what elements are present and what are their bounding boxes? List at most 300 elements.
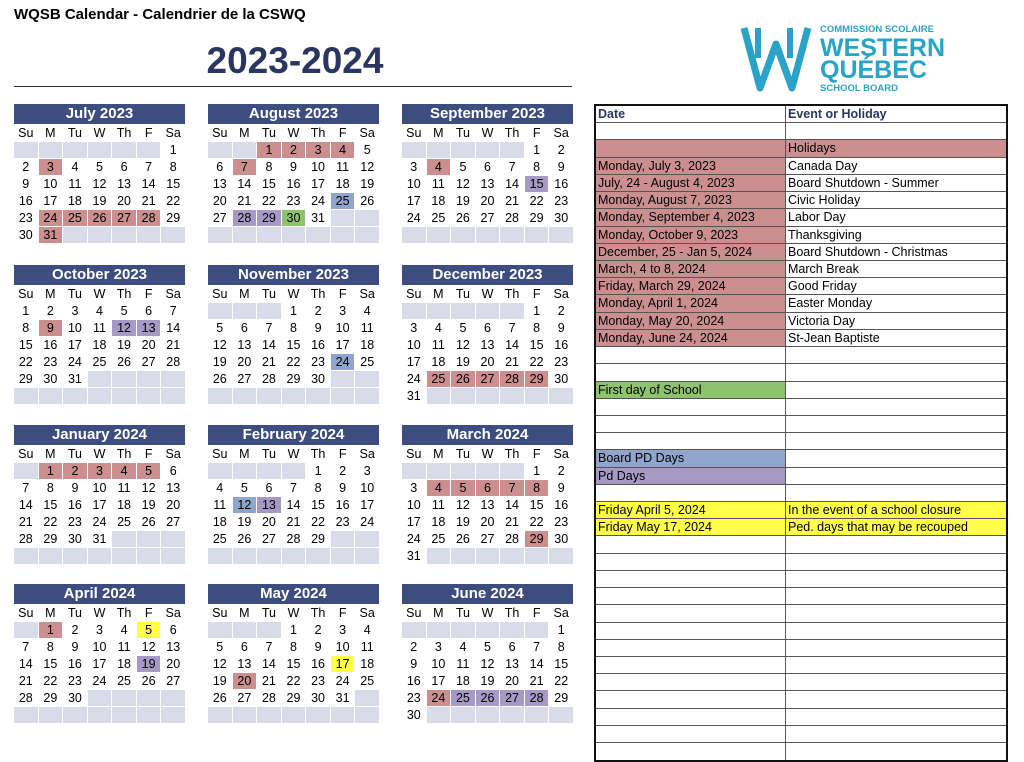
calendar-day: 15 (549, 656, 573, 672)
calendar-day: 23 (282, 193, 306, 209)
calendar-day: 26 (355, 193, 379, 209)
calendar-empty-cell (331, 707, 355, 723)
weekday-header: Su (14, 125, 38, 141)
weekday-header: Sa (355, 446, 379, 462)
event-name: St-Jean Baptiste (788, 330, 880, 345)
event-date (596, 364, 786, 380)
event-row (596, 433, 1006, 450)
calendar-empty-cell (14, 388, 38, 404)
event-name (786, 640, 1006, 656)
calendar-empty-cell (63, 548, 87, 564)
calendar-day: 27 (476, 371, 500, 387)
calendar-day: 16 (331, 497, 355, 513)
weekday-header: Sa (161, 446, 185, 462)
calendar-day: 8 (39, 480, 63, 496)
event-row (596, 364, 1006, 381)
month-title: November 2023 (208, 265, 379, 285)
weekday-header: M (233, 605, 257, 621)
calendar-empty-cell (549, 707, 573, 723)
calendar-day: 17 (331, 337, 355, 353)
weekday-header: Th (500, 125, 524, 141)
month-calendar (14, 104, 185, 243)
weekday-header: Sa (161, 605, 185, 621)
calendar-day: 23 (14, 210, 38, 226)
event-name (786, 674, 1006, 690)
calendar-empty-cell (476, 463, 500, 479)
calendar-day: 25 (112, 673, 136, 689)
calendar-day: 1 (39, 463, 63, 479)
calendar-empty-cell (331, 371, 355, 387)
calendar-empty-cell (14, 707, 38, 723)
weekday-header: W (476, 446, 500, 462)
month-calendar (14, 425, 185, 564)
calendar-empty-cell (257, 622, 281, 638)
month-calendar (402, 584, 573, 723)
calendar-empty-cell (137, 142, 161, 158)
weekday-header: F (331, 125, 355, 141)
calendar-day: 26 (208, 371, 232, 387)
calendar-empty-cell (282, 548, 306, 564)
calendar-empty-cell (208, 303, 232, 319)
weekday-header: Sa (549, 605, 573, 621)
weekday-header: M (39, 286, 63, 302)
event-row (596, 640, 1006, 657)
weekday-header: W (476, 125, 500, 141)
event-name: Canada Day (788, 158, 858, 173)
weekday-header: Su (208, 286, 232, 302)
calendar-day: 17 (402, 193, 426, 209)
calendar-day: 13 (137, 320, 161, 336)
calendar-empty-cell (427, 142, 451, 158)
calendar-empty-cell (233, 142, 257, 158)
calendar-day: 17 (88, 656, 112, 672)
calendar-empty-cell (14, 463, 38, 479)
weekday-header: M (233, 125, 257, 141)
date-column-header: Date (596, 106, 786, 122)
event-date (596, 640, 786, 656)
calendar-day: 11 (355, 639, 379, 655)
calendar-empty-cell (500, 707, 524, 723)
calendar-empty-cell (88, 707, 112, 723)
calendar-empty-cell (282, 227, 306, 243)
month-title: February 2024 (208, 425, 379, 445)
event-row (596, 295, 1006, 312)
calendar-day: 2 (402, 639, 426, 655)
calendar-day: 30 (402, 707, 426, 723)
calendar-empty-cell (137, 388, 161, 404)
event-date: Monday, July 3, 2023 (596, 158, 786, 174)
calendar-day: 29 (161, 210, 185, 226)
calendar-empty-cell (14, 622, 38, 638)
event-date (596, 674, 786, 690)
calendar-day: 6 (161, 463, 185, 479)
calendar-day: 5 (208, 320, 232, 336)
calendar-day: 25 (88, 354, 112, 370)
weekday-header: F (331, 286, 355, 302)
calendar-day: 18 (331, 176, 355, 192)
calendar-day: 25 (331, 193, 355, 209)
calendar-day: 11 (331, 159, 355, 175)
calendar-day: 26 (451, 210, 475, 226)
calendar-empty-cell (549, 388, 573, 404)
calendar-day: 10 (306, 159, 330, 175)
event-date (596, 709, 786, 725)
calendar-empty-cell (451, 707, 475, 723)
month-day-grid (14, 605, 185, 723)
calendar-day: 13 (233, 656, 257, 672)
calendar-empty-cell (355, 707, 379, 723)
event-name (786, 588, 1006, 604)
calendar-day: 16 (14, 193, 38, 209)
calendar-day: 28 (233, 210, 257, 226)
weekday-header: W (282, 125, 306, 141)
calendar-day: 22 (549, 673, 573, 689)
weekday-header: F (525, 286, 549, 302)
weekday-header: Th (500, 605, 524, 621)
weekday-header: W (476, 605, 500, 621)
calendar-day: 7 (161, 303, 185, 319)
calendar-empty-cell (257, 227, 281, 243)
month-title: March 2024 (402, 425, 573, 445)
event-row (596, 519, 1006, 536)
calendar-day: 20 (208, 193, 232, 209)
calendar-day: 18 (355, 337, 379, 353)
event-name: March Break (788, 261, 859, 276)
calendar-day: 28 (500, 371, 524, 387)
calendar-day: 9 (306, 639, 330, 655)
calendar-day: 1 (14, 303, 38, 319)
event-name (786, 743, 1006, 760)
calendar-day: 29 (39, 690, 63, 706)
calendar-day: 15 (282, 656, 306, 672)
month-title: June 2024 (402, 584, 573, 604)
calendar-day: 1 (282, 303, 306, 319)
calendar-day: 17 (402, 514, 426, 530)
calendar-day: 14 (257, 656, 281, 672)
weekday-header: Tu (63, 446, 87, 462)
calendar-empty-cell (451, 388, 475, 404)
event-row (596, 399, 1006, 416)
event-name: Civic Holiday (788, 193, 861, 208)
calendar-day: 18 (112, 497, 136, 513)
event-row (596, 244, 1006, 261)
calendar-day: 28 (14, 531, 38, 547)
weekday-header: Sa (161, 286, 185, 302)
calendar-empty-cell (257, 303, 281, 319)
calendar-day: 8 (306, 480, 330, 496)
calendar-day: 23 (39, 354, 63, 370)
calendar-day: 8 (525, 320, 549, 336)
events-header-row (596, 106, 1006, 123)
calendar-day: 10 (63, 320, 87, 336)
calendar-empty-cell (306, 388, 330, 404)
calendar-day: 18 (427, 193, 451, 209)
calendar-day: 24 (402, 531, 426, 547)
event-date (596, 554, 786, 570)
calendar-empty-cell (451, 548, 475, 564)
calendar-day: 5 (88, 159, 112, 175)
calendar-day: 20 (476, 193, 500, 209)
calendar-empty-cell (500, 227, 524, 243)
event-name (786, 450, 1006, 466)
month-title: December 2023 (402, 265, 573, 285)
calendar-day: 3 (331, 622, 355, 638)
calendar-day: 3 (427, 639, 451, 655)
calendar-day: 14 (500, 497, 524, 513)
calendar-day: 28 (257, 690, 281, 706)
weekday-header: M (39, 605, 63, 621)
calendar-day: 5 (137, 463, 161, 479)
weekday-header: Tu (451, 125, 475, 141)
calendar-day: 11 (355, 320, 379, 336)
event-date: Friday May 17, 2024 (596, 519, 786, 535)
calendar-empty-cell (208, 707, 232, 723)
month-day-grid (208, 125, 379, 243)
calendar-day: 25 (427, 210, 451, 226)
calendar-day: 27 (233, 690, 257, 706)
event-name: Good Friday (788, 279, 857, 294)
calendar-day: 6 (476, 480, 500, 496)
calendar-empty-cell (476, 548, 500, 564)
month-calendar (208, 584, 379, 723)
calendar-day: 23 (549, 514, 573, 530)
event-name (786, 605, 1006, 621)
calendar-day: 20 (112, 193, 136, 209)
event-name (786, 726, 1006, 742)
calendar-empty-cell (161, 531, 185, 547)
weekday-header: F (331, 446, 355, 462)
weekday-header: Tu (451, 286, 475, 302)
calendar-day: 28 (257, 371, 281, 387)
calendar-day: 21 (257, 354, 281, 370)
weekday-header: Tu (451, 605, 475, 621)
calendar-day: 19 (112, 337, 136, 353)
weekday-header: Tu (63, 286, 87, 302)
calendar-empty-cell (112, 548, 136, 564)
calendar-day: 12 (451, 497, 475, 513)
calendar-day: 3 (402, 480, 426, 496)
calendar-day: 16 (63, 656, 87, 672)
calendar-day: 30 (549, 210, 573, 226)
weekday-header: W (88, 605, 112, 621)
logo-line-4: SCHOOL BOARD (820, 83, 898, 94)
calendar-day: 13 (161, 639, 185, 655)
calendar-day: 11 (427, 337, 451, 353)
calendar-day: 21 (14, 673, 38, 689)
weekday-header: M (39, 446, 63, 462)
event-row (596, 192, 1006, 209)
weekday-header: Sa (355, 605, 379, 621)
event-name: Ped. days that may be recouped (786, 519, 1006, 535)
calendar-day: 20 (476, 354, 500, 370)
calendar-day: 19 (137, 656, 161, 672)
calendar-empty-cell (63, 388, 87, 404)
calendar-day: 21 (525, 673, 549, 689)
event-row (596, 278, 1006, 295)
event-date (596, 347, 786, 363)
event-row (596, 468, 1006, 485)
weekday-header: W (88, 286, 112, 302)
calendar-day: 27 (137, 354, 161, 370)
calendar-day: 4 (331, 142, 355, 158)
calendar-day: 20 (257, 514, 281, 530)
calendar-day: 24 (88, 673, 112, 689)
calendar-day: 11 (451, 656, 475, 672)
weekday-header: F (331, 605, 355, 621)
calendar-empty-cell (427, 227, 451, 243)
calendar-day: 9 (39, 320, 63, 336)
calendar-day: 16 (63, 497, 87, 513)
weekday-header: W (282, 446, 306, 462)
calendar-empty-cell (427, 622, 451, 638)
event-row (596, 123, 1006, 140)
calendar-empty-cell (233, 227, 257, 243)
calendar-day: 14 (500, 337, 524, 353)
event-row (596, 140, 1006, 157)
calendar-day: 26 (88, 210, 112, 226)
calendar-empty-cell (525, 622, 549, 638)
calendar-day: 12 (476, 656, 500, 672)
calendar-day: 1 (525, 463, 549, 479)
calendar-day: 27 (233, 371, 257, 387)
calendar-day: 5 (451, 320, 475, 336)
event-date (596, 140, 786, 156)
calendar-empty-cell (331, 531, 355, 547)
events-table (594, 104, 1008, 762)
calendar-day: 25 (427, 531, 451, 547)
month-day-grid (14, 446, 185, 564)
calendar-day: 18 (427, 514, 451, 530)
calendar-empty-cell (161, 227, 185, 243)
calendar-empty-cell (451, 463, 475, 479)
event-name (786, 623, 1006, 639)
calendar-day: 7 (500, 159, 524, 175)
calendar-day: 19 (208, 673, 232, 689)
month-day-grid (208, 446, 379, 564)
month-day-grid (208, 605, 379, 723)
event-row (596, 657, 1006, 674)
calendar-day: 6 (161, 622, 185, 638)
calendar-day: 30 (549, 371, 573, 387)
event-name (786, 571, 1006, 587)
weekday-header: Su (14, 286, 38, 302)
event-date: Monday, September 4, 2023 (596, 209, 786, 225)
calendar-empty-cell (306, 227, 330, 243)
calendar-day: 23 (306, 354, 330, 370)
event-date (596, 726, 786, 742)
weekday-header: Su (208, 605, 232, 621)
calendar-day: 4 (88, 303, 112, 319)
weekday-header: Su (14, 446, 38, 462)
calendar-day: 30 (306, 690, 330, 706)
calendar-empty-cell (39, 388, 63, 404)
calendar-day: 13 (476, 497, 500, 513)
calendar-empty-cell (137, 531, 161, 547)
calendar-day: 15 (525, 497, 549, 513)
calendar-day: 22 (257, 193, 281, 209)
calendar-day: 24 (427, 690, 451, 706)
weekday-header: M (39, 125, 63, 141)
event-name (786, 468, 1006, 484)
calendar-day: 27 (161, 673, 185, 689)
weekday-header: Sa (549, 125, 573, 141)
calendar-day: 6 (476, 159, 500, 175)
calendar-empty-cell (476, 388, 500, 404)
calendar-day: 30 (39, 371, 63, 387)
event-name (786, 433, 1006, 449)
calendar-day: 7 (257, 320, 281, 336)
calendar-empty-cell (233, 707, 257, 723)
calendar-day: 9 (306, 320, 330, 336)
calendar-empty-cell (525, 548, 549, 564)
calendar-day: 17 (306, 176, 330, 192)
event-name: Labor Day (788, 210, 846, 225)
calendar-empty-cell (549, 227, 573, 243)
calendar-day: 11 (427, 176, 451, 192)
calendar-day: 15 (525, 176, 549, 192)
calendar-empty-cell (137, 548, 161, 564)
calendar-empty-cell (112, 388, 136, 404)
calendar-day: 26 (112, 354, 136, 370)
weekday-header: Th (306, 605, 330, 621)
event-name: Thanksgiving (788, 227, 862, 242)
calendar-day: 9 (549, 159, 573, 175)
weekday-header: M (427, 286, 451, 302)
calendar-day: 17 (402, 354, 426, 370)
calendar-day: 8 (39, 639, 63, 655)
calendar-day: 22 (525, 354, 549, 370)
calendar-day: 15 (257, 176, 281, 192)
header-divider (14, 86, 572, 87)
calendar-day: 19 (355, 176, 379, 192)
calendar-empty-cell (88, 548, 112, 564)
calendar-empty-cell (88, 227, 112, 243)
calendar-day: 30 (549, 531, 573, 547)
calendar-day: 7 (257, 639, 281, 655)
calendar-day: 17 (427, 673, 451, 689)
calendar-empty-cell (88, 388, 112, 404)
school-year-title: 2023-2024 (206, 40, 384, 81)
event-name (786, 554, 1006, 570)
event-name (786, 382, 1006, 398)
calendar-empty-cell (549, 548, 573, 564)
calendar-day: 30 (14, 227, 38, 243)
event-date (596, 657, 786, 673)
weekday-header: Tu (451, 446, 475, 462)
calendar-day: 24 (39, 210, 63, 226)
weekday-header: Su (14, 605, 38, 621)
calendar-empty-cell (402, 463, 426, 479)
calendar-day: 13 (476, 176, 500, 192)
calendar-day: 22 (282, 354, 306, 370)
calendar-day: 21 (137, 193, 161, 209)
calendar-day: 9 (402, 656, 426, 672)
calendar-empty-cell (451, 622, 475, 638)
event-name (786, 709, 1006, 725)
weekday-header: Su (402, 605, 426, 621)
calendar-empty-cell (331, 548, 355, 564)
calendar-day: 8 (525, 480, 549, 496)
calendar-day: 11 (208, 497, 232, 513)
event-name (786, 399, 1006, 415)
month-title: September 2023 (402, 104, 573, 124)
calendar-day: 21 (282, 514, 306, 530)
calendar-day: 15 (525, 337, 549, 353)
calendar-day: 24 (88, 514, 112, 530)
event-name (786, 485, 1006, 501)
calendar-empty-cell (306, 548, 330, 564)
calendar-day: 22 (525, 193, 549, 209)
